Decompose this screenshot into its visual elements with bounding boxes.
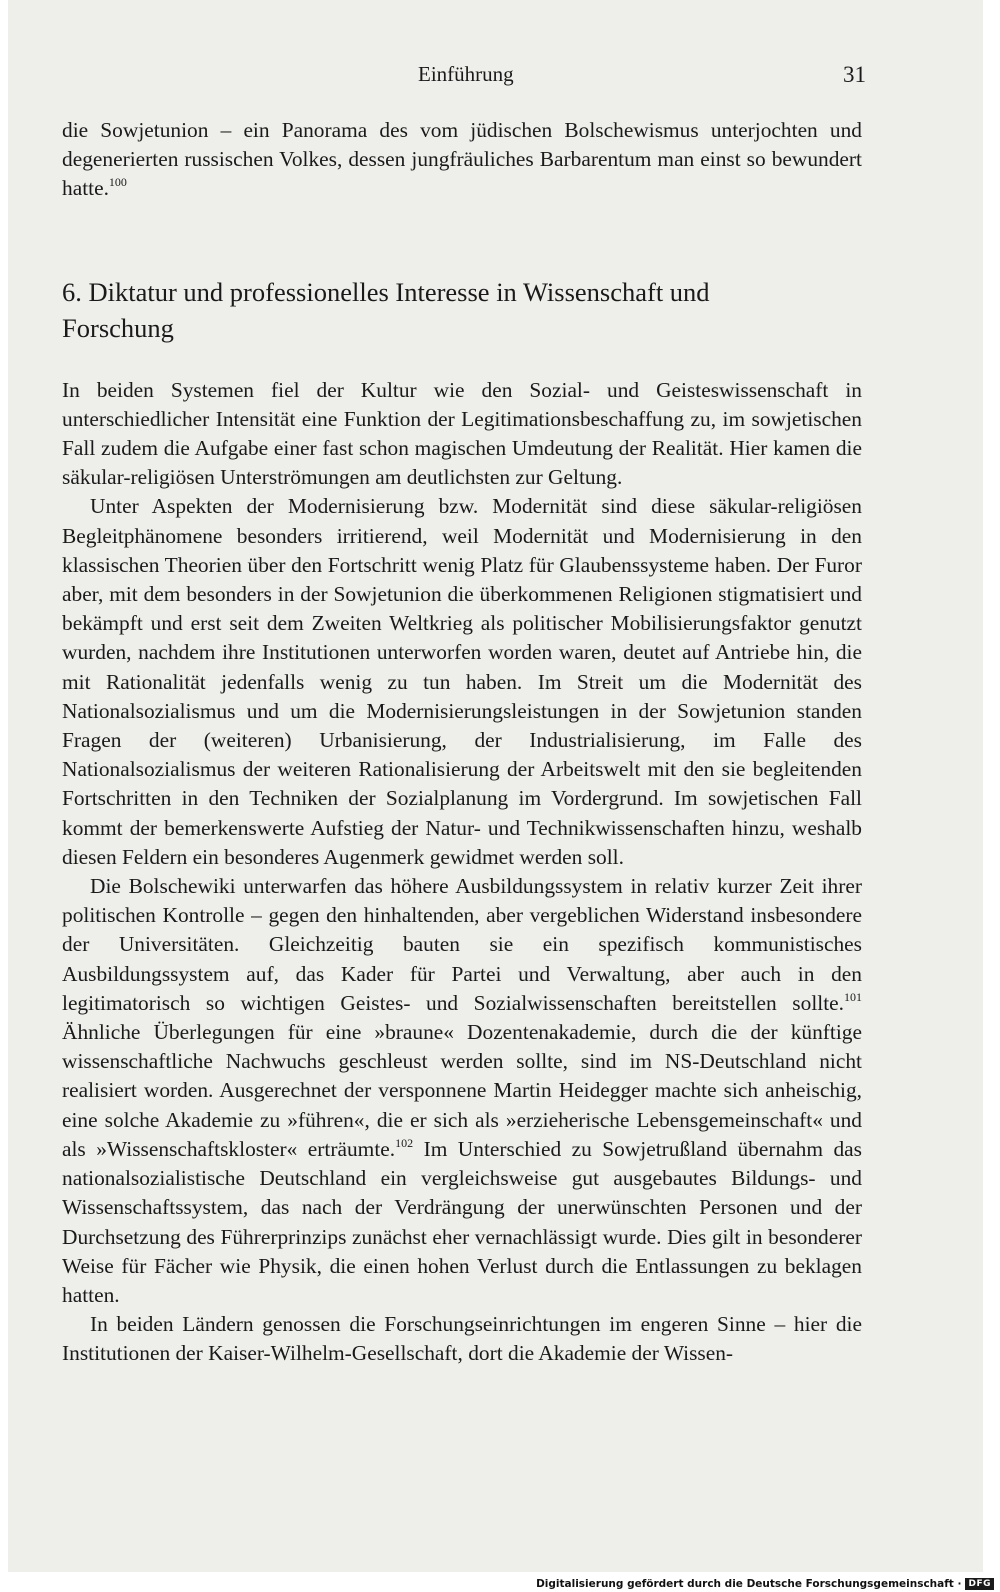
paragraph-text: Die Bolschewiki unterwarfen das höhere Ausbildungssystem in relativ kurzer Zeit ihrer politischen Kontrolle – gegen den hinhaltenden, aber vergeblichen Widerstand insbesondere der Universitäten. Gleichzeitig bauten sie ein spezifisch kommunistisches Ausbildungssystem auf, das Kader für Partei und Verwaltung, aber auch in den legitimatorisch so wichtigen Geistes- und Sozialwissenschaften bereitstellen sollte. <box>62 874 862 1015</box>
paragraph-text: Im Unterschied zu Sowjetrußland übernahm das nationalsozialistische Deutschland ein vergleichsweise gut ausgebautes Bildungs- und Wissenschaftssystem, das nach der Verdrängung der unerwünschten Personen und der Durchsetzung des Führerprinzips zunächst eher vernachlässigt wurde. Dies gilt in besonderer Weise für Fächer wie Physik, die einen hohen Verlust durch die Entlassungen zu beklagen hatten. <box>62 1136 862 1307</box>
section-heading: 6. Diktatur und professionelles Interesse in Wissenschaft und Forschung <box>62 276 710 343</box>
footnote-ref: 101 <box>844 989 862 1004</box>
footnote-ref: 100 <box>108 175 127 190</box>
paragraph <box>62 872 862 1310</box>
paragraph-text: die Sowjetunion – ein Panorama des vom jüdischen Bolschewismus unterjochten und degenerierten russischen Volkes, dessen jungfräuliches Barbarentum man einst so bewundert hatte. <box>62 118 862 201</box>
paragraph: Unter Aspekten der Modernisierung bzw. Modernität sind diese säkular-religiösen Begleitphänomene besonders irritierend, weil Modernität und Modernisierung in den klassischen Theorien über den Fortschritt wenig Platz für Glaubenssysteme haben. Der Furor aber, mit dem besonders in der Sowjetunion die überkommenen Religionen stigmatisiert und bekämpft und erst seit dem Zweiten Weltkrieg als politischer Mobilisierungsfaktor genutzt wurden, nachdem ihre Institutionen unterworfen worden waren, deutet auf Antriebe hin, die mit Rationalität jedenfalls wenig zu tun haben. Im Streit um die Modernität des Nationalsozialismus und um die Modernisierungsleistungen in der Sowjetunion standen Fragen der (weiteren) Urbanisierung, der Industrialisierung, im Falle des Nationalsozialismus der weiteren Rationalisierung der Arbeitswelt mit den sie begleitenden Fortschritten in den Techniken der Sozialplanung im Vordergrund. Im sowjetischen Fall kommt der bemerkenswerte Aufstieg der Natur- und Technikwissenschaften hinzu, weshalb diesen Feldern ein besonderes Augenmerk gewidmet werden soll. <box>62 494 862 869</box>
page-content <box>62 116 862 1369</box>
paragraph: In beiden Ländern genossen die Forschungseinrichtungen im engeren Sinne – hier die Institutionen der Kaiser-Wilhelm-Gesellschaft, dort die Akademie der Wissen- <box>62 1312 862 1366</box>
paragraph: In beiden Systemen fiel der Kultur wie den Sozial- und Geisteswissenschaft in unterschiedlicher Intensität eine Funktion der Legitimationsbeschaffung zu, im sowjetischen Fall zudem die Aufgabe einer fast schon magischen Umdeutung der Realität. Hier kamen die säkular-religiösen Unterströmungen am deutlichsten zur Geltung. <box>62 377 862 490</box>
paragraph-continuation <box>62 116 862 204</box>
digitization-credit <box>536 1578 994 1590</box>
book-page <box>8 0 983 1572</box>
running-head <box>8 62 983 92</box>
footnote-ref: 102 <box>395 1135 414 1150</box>
running-title: Einführung <box>418 62 514 86</box>
credit-text: Digitalisierung gefördert durch die Deutsche Forschungsgemeinschaft · <box>536 1578 962 1590</box>
dfg-logo: DFG <box>965 1578 994 1590</box>
page-number: 31 <box>843 62 866 87</box>
paragraph-text: Ähnliche Überlegungen für eine »braune« Dozentenakademie, durch die der künftige wissenschaftliche Nachwuchs geschleust werden sollte, sind im NS-Deutschland nicht realisiert worden. Ausgerechnet der versponnene Martin Heidegger machte sich anheischig, eine solche Akademie zu »führen«, die er sich als »erzieherische Lebensgemeinschaft« und als »Wissenschaftskloster« erträumte. <box>62 1020 862 1161</box>
